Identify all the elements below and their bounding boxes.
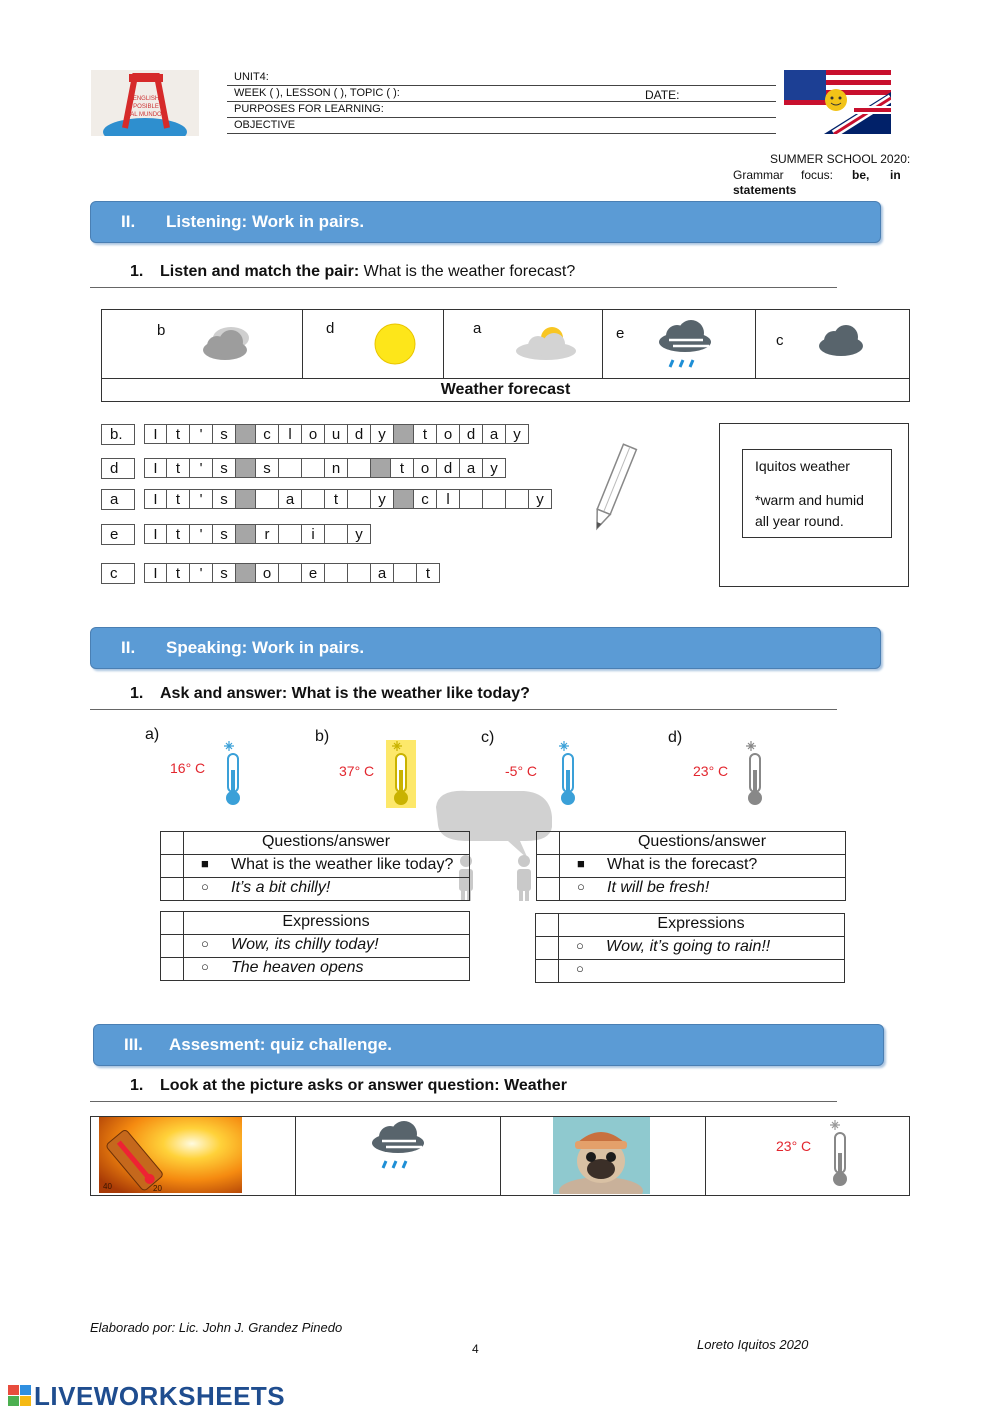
letter-box: I — [144, 524, 167, 544]
letter-box: y — [529, 489, 552, 509]
letter-box: a — [279, 489, 302, 509]
cloud-icon — [816, 322, 866, 358]
svg-text:ENGLISH: ENGLISH — [132, 96, 160, 102]
objective-field: OBJECTIVE — [227, 118, 776, 134]
letter-box: a — [460, 458, 483, 478]
forecast-cell-3 — [444, 310, 603, 378]
letter-box: ' — [190, 424, 213, 444]
letter-box: s — [213, 424, 236, 444]
letter-box: ' — [190, 489, 213, 509]
letter-box: d — [460, 424, 483, 444]
forecast-letter: b — [157, 322, 166, 339]
letter-box: I — [144, 458, 167, 478]
letter-box-row — [144, 424, 529, 445]
letter-box[interactable] — [279, 563, 302, 583]
letter-box[interactable] — [506, 489, 529, 509]
letter-box: ' — [190, 458, 213, 478]
temperature-label: 23° C — [693, 763, 729, 779]
row-key-letter: b. — [101, 424, 135, 445]
letter-box: y — [483, 458, 506, 478]
week-lesson-topic-field: WEEK ( ), LESSON ( ), TOPIC ( ): DATE: — [227, 86, 776, 102]
letter-box: o — [414, 458, 437, 478]
letter-box: y — [506, 424, 529, 444]
space-box — [371, 458, 391, 478]
iquitos-title: Iquitos weather — [755, 458, 850, 474]
letter-box: t — [391, 458, 414, 478]
row-key-letter: c — [101, 563, 135, 584]
letter-box: t — [167, 524, 190, 544]
letter-box: ' — [190, 563, 213, 583]
letter-box[interactable] — [348, 563, 371, 583]
two-clouds-icon — [197, 318, 257, 366]
answer-text: It’s a bit chilly! — [231, 879, 331, 896]
space-box — [236, 458, 256, 478]
forecast-cell-2 — [303, 310, 444, 378]
forecast-letter: d — [326, 320, 335, 337]
quiz-picture-table — [90, 1116, 910, 1196]
hot-sun-thermometer-photo — [99, 1117, 242, 1193]
temperature-label: 23° C — [776, 1138, 812, 1154]
iquitos-line-1: *warm and humid — [755, 492, 864, 508]
forecast-letter: a — [473, 320, 482, 337]
expressions-table-right: Expressions ○ Wow, it’s going to rain!! ○ — [535, 913, 845, 983]
letter-box: s — [256, 458, 279, 478]
forecast-caption: Weather forecast — [102, 378, 909, 401]
letter-box: I — [144, 489, 167, 509]
letter-box: t — [414, 424, 437, 444]
purposes-field: PURPOSES FOR LEARNING: — [227, 102, 776, 118]
letter-box: t — [417, 563, 440, 583]
letter-box[interactable] — [279, 524, 302, 544]
space-box — [236, 489, 256, 509]
letter-box-row — [144, 524, 371, 545]
questions-answer-table-left: Questions/answer ■ What is the weather like today? ○ It’s a bit chilly! — [160, 831, 470, 901]
iquitos-line-2: all year round. — [755, 513, 844, 529]
item-label: d) — [668, 729, 683, 746]
letter-box: c — [414, 489, 437, 509]
letter-box-row — [144, 563, 440, 584]
answer-text: It will be fresh! — [607, 879, 710, 896]
letter-box[interactable] — [325, 524, 348, 544]
forecast-letter: c — [776, 332, 784, 349]
letter-box: y — [371, 424, 394, 444]
grammar-focus: Grammar focus: be, in statements — [733, 168, 901, 197]
letter-box: r — [256, 524, 279, 544]
dog-in-winter-hat-photo — [553, 1117, 650, 1194]
quiz-cell-1 — [91, 1117, 296, 1195]
letter-box: y — [371, 489, 394, 509]
letter-box: t — [325, 489, 348, 509]
listening-question: 1. Listen and match the pair: What is the weather forecast? — [90, 263, 837, 288]
letter-box: n — [325, 458, 348, 478]
forecast-cell-1 — [102, 310, 303, 378]
letter-box: i — [302, 524, 325, 544]
iquitos-weather-note — [742, 449, 892, 538]
listening-section-bar: II. Listening: Work in pairs. — [90, 201, 881, 243]
letter-box: l — [437, 489, 460, 509]
expression-text: Wow, it’s going to rain!! — [606, 938, 771, 955]
item-label: c) — [481, 729, 495, 746]
letter-box[interactable] — [483, 489, 506, 509]
letter-box: a — [483, 424, 506, 444]
space-box — [394, 424, 414, 444]
liveworksheets-cube-icon — [8, 1385, 32, 1407]
letter-box: y — [348, 524, 371, 544]
expression-text: Wow, its chilly today! — [231, 936, 379, 953]
author-credit: Elaborado por: Lic. John J. Grandez Pinedo — [90, 1320, 343, 1335]
item-label: b) — [315, 728, 330, 745]
letter-box: I — [144, 424, 167, 444]
question-text: What is the weather like today? — [231, 856, 454, 873]
brand-name: LIVEWORKSHEETS — [34, 1381, 286, 1411]
wind-rain-icon — [368, 1119, 432, 1173]
place-year: Loreto Iquitos 2020 — [697, 1337, 809, 1352]
questions-answer-table-right: Questions/answer ■ What is the forecast? ○ It will be fresh! — [536, 831, 846, 901]
letter-box-row — [144, 489, 552, 510]
thermometer-icon — [824, 1119, 854, 1189]
thermometer-icon — [386, 740, 416, 808]
temperature-label: 16° C — [170, 760, 206, 776]
row-key-letter: a — [101, 489, 135, 510]
summer-school-label: SUMMER SCHOOL 2020: — [770, 152, 911, 166]
unit-field: UNIT4: — [227, 70, 776, 86]
letter-box: t — [167, 489, 190, 509]
letter-box[interactable] — [460, 489, 483, 509]
speaking-question: 1. Ask and answer: What is the weather like today? — [90, 685, 837, 710]
temperature-label: -5° C — [505, 763, 538, 779]
partly-cloudy-icon — [512, 324, 580, 364]
row-key-letter: d — [101, 458, 135, 479]
svg-text:20: 20 — [153, 1184, 162, 1193]
quiz-cell-2 — [296, 1117, 501, 1195]
date-label: DATE: — [645, 88, 680, 102]
letter-box: u — [325, 424, 348, 444]
svg-text:40: 40 — [103, 1182, 112, 1191]
page-number: 4 — [472, 1342, 479, 1356]
table-header: Questions/answer — [261, 833, 391, 850]
letter-box: s — [213, 458, 236, 478]
letter-box: c — [256, 424, 279, 444]
usa-uk-flag-image — [784, 70, 891, 134]
letter-box: d — [437, 458, 460, 478]
school-logo — [91, 70, 199, 136]
letter-box: a — [371, 563, 394, 583]
letter-box: I — [144, 563, 167, 583]
letter-box: ' — [190, 524, 213, 544]
letter-box: o — [437, 424, 460, 444]
letter-box[interactable] — [302, 458, 325, 478]
letter-box: t — [167, 458, 190, 478]
letter-box: e — [302, 563, 325, 583]
space-box — [394, 489, 414, 509]
letter-box[interactable] — [394, 563, 417, 583]
assessment-section-bar: III. Assesment: quiz challenge. — [93, 1024, 884, 1066]
quiz-cell-4 — [706, 1117, 909, 1195]
expression-text: The heaven opens — [231, 959, 364, 976]
letter-box[interactable] — [348, 458, 371, 478]
thermometer-icon — [740, 740, 770, 808]
forecast-cell-4 — [603, 310, 756, 378]
letter-box: s — [213, 563, 236, 583]
row-key-letter: e — [101, 524, 135, 545]
letter-box: o — [256, 563, 279, 583]
letter-box: d — [348, 424, 371, 444]
svg-text:AL MUNDO: AL MUNDO — [130, 112, 162, 118]
space-box — [236, 524, 256, 544]
sun-icon — [373, 322, 417, 366]
letter-box[interactable] — [348, 489, 371, 509]
letter-box[interactable] — [279, 458, 302, 478]
letter-box: s — [213, 489, 236, 509]
table-header: Questions/answer — [637, 833, 767, 850]
quiz-cell-3 — [501, 1117, 706, 1195]
thermometer-icon — [218, 740, 248, 808]
forecast-cell-5 — [756, 310, 908, 378]
assessment-question: 1. Look at the picture asks or answer question: Weather — [90, 1077, 837, 1102]
wind-rain-icon — [655, 318, 719, 372]
pencil-icon — [582, 440, 646, 538]
letter-box[interactable] — [302, 489, 325, 509]
expressions-table-left: Expressions ○ Wow, its chilly today! ○ The heaven opens — [160, 911, 470, 981]
letter-box: o — [302, 424, 325, 444]
letter-box-row — [144, 458, 506, 479]
space-box — [236, 424, 256, 444]
letter-box: s — [213, 524, 236, 544]
table-header: Expressions — [282, 913, 370, 930]
svg-text:POSIBLE: POSIBLE — [133, 104, 159, 110]
table-header: Expressions — [657, 915, 745, 932]
letter-box: t — [167, 563, 190, 583]
letter-box: l — [279, 424, 302, 444]
letter-box[interactable] — [256, 489, 279, 509]
letter-box[interactable] — [325, 563, 348, 583]
speaking-section-bar: II. Speaking: Work in pairs. — [90, 627, 881, 669]
space-box — [236, 563, 256, 583]
forecast-letter: e — [616, 325, 625, 342]
letter-box: t — [167, 424, 190, 444]
question-text: What is the forecast? — [607, 856, 758, 873]
temperature-label: 37° C — [339, 763, 375, 779]
iquitos-weather-box — [719, 423, 909, 587]
weather-forecast-table — [101, 309, 910, 402]
item-label: a) — [145, 726, 160, 743]
